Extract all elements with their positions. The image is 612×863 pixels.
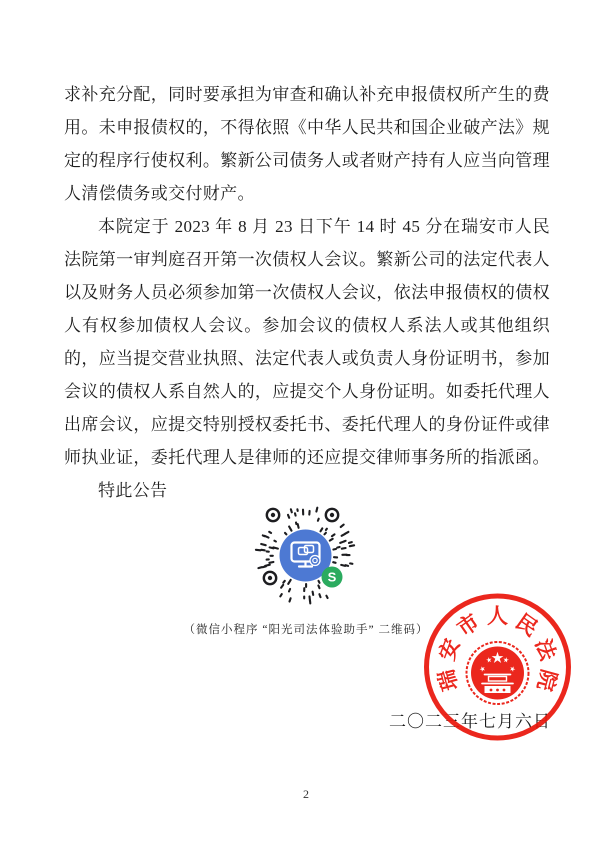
- star-icon: [503, 657, 509, 663]
- star-icon: [479, 665, 486, 672]
- qr-eye-bottom-left: [264, 572, 276, 584]
- page-number: 2: [303, 787, 309, 801]
- qr-caption: （微信小程序 “阳光司法体验助手” 二维码）: [183, 624, 429, 636]
- announcement-date: 二〇二三年七月六日: [389, 712, 551, 731]
- qr-code-svg: [248, 502, 364, 608]
- seal-char: 法: [530, 635, 561, 664]
- star-icon: [492, 652, 504, 663]
- announcement-body: [64, 78, 550, 507]
- seal-char: 瑞: [433, 666, 463, 694]
- seal-char: 院: [532, 666, 562, 694]
- paragraph: 本院定于 2023 年 8 月 23 日下午 14 时 45 分在瑞安市人民法院第一审判庭召开第一次债权人会议。繁新公司的法定代表人以及财务人员必须参加第一次债权人会议，依法申报债权的债权人有权参加债权人会议。参加会议的债权人系法人或其他组织的，应当提交营业执照、法定代表人或负责人身份证明书，参加会议的债权人系自然人的，应提交个人身份证明。如委托代理人出席会议，应提交特别授权委托书、委托代理人的身份证件或律师执业证，委托代理人是律师的还应提交律师事务所的指派函。: [64, 217, 550, 467]
- qr-eye-top-left: [267, 509, 279, 521]
- star-icon: [486, 657, 492, 663]
- paragraph: 求补充分配，同时要承担为审查和确认补充申报债权所产生的费用。未申报债权的，不得依照《中华人民共和国企业破产法》规定的程序行使权利。繁新公司债务人或者财产持有人应当向管理人清偿债务或交付财产。: [64, 85, 550, 203]
- seal-char: 民: [511, 609, 543, 642]
- star-icon: [509, 665, 516, 672]
- wechat-miniprogram-icon: [322, 567, 343, 588]
- seal-char: 市: [452, 609, 484, 642]
- national-emblem-icon: [467, 642, 529, 704]
- qr-eye-top-right: [326, 509, 338, 521]
- seal-char: 安: [434, 635, 465, 664]
- closing-statement: 特此公告: [98, 481, 168, 500]
- svg-text:S: S: [327, 569, 337, 585]
- seal-char: 人: [487, 604, 508, 628]
- wechat-miniprogram-qr-code: [248, 502, 364, 608]
